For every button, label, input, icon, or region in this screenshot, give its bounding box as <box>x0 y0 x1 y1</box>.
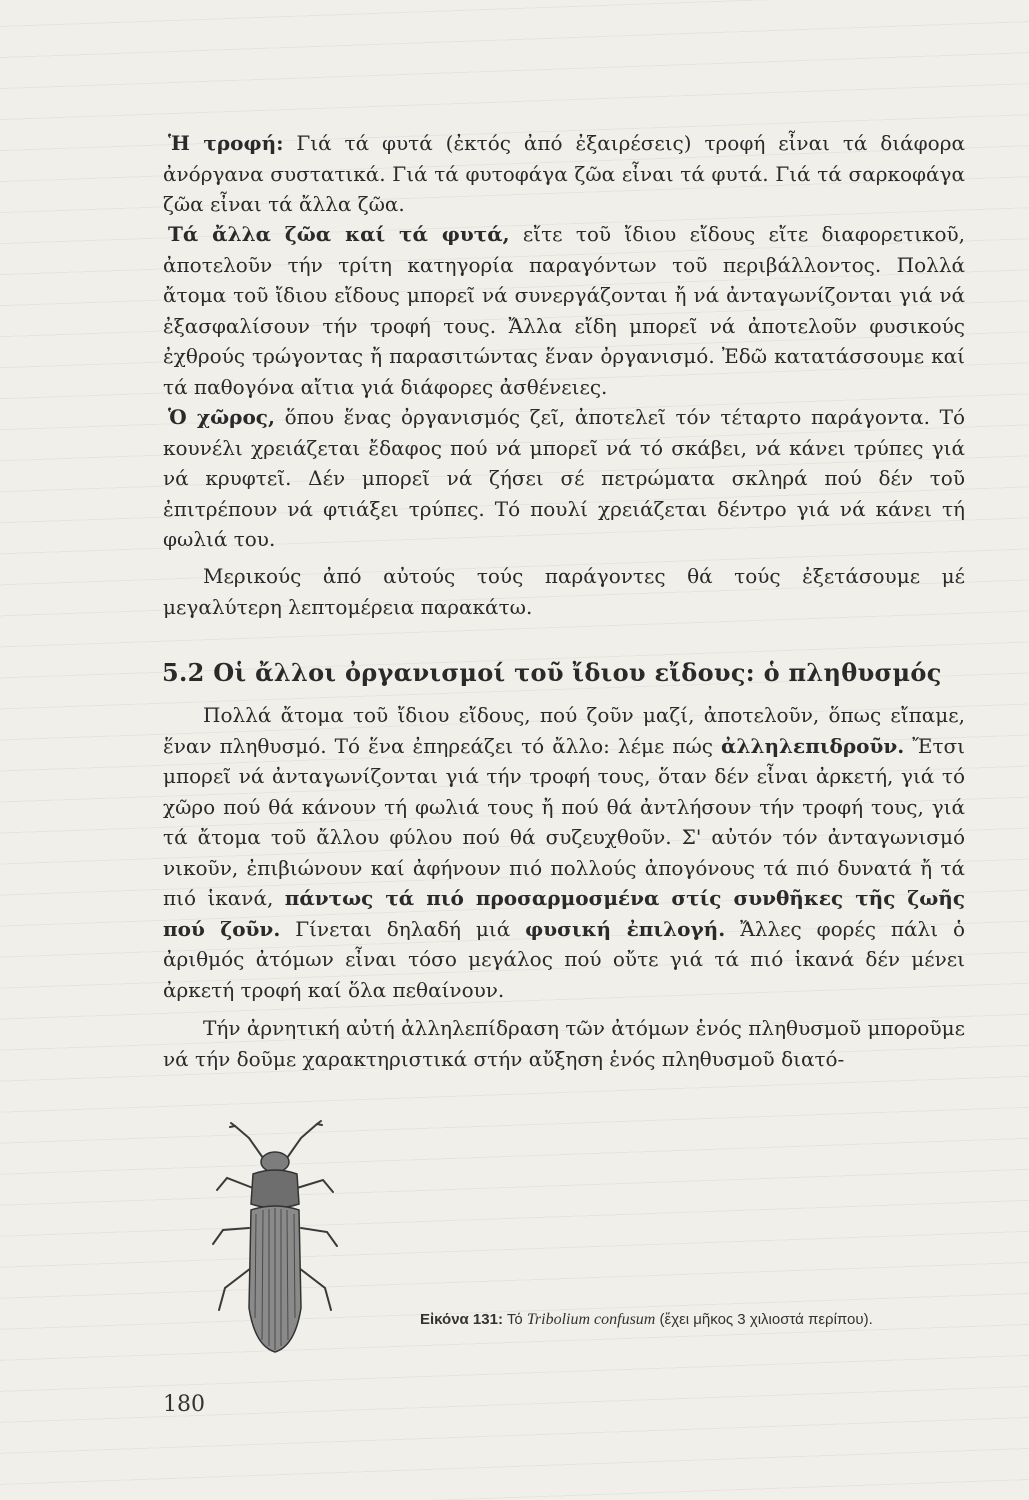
population-text-2: Ἔτσι μπορεῖ νά ἀνταγωνίζονται γιά τήν τροφή τους, ὅταν δέν εἶναι ἀρκετή, γιά τό χῶρο πού θά κάνουν τή φωλιά τους ἤ πού θά ἀντλήσουν τήν τροφή τους, γιά τά ἄτομα τοῦ ἄλλου φύλου πού θά συζευχθοῦν. Σ' αὐτόν τόν ἀνταγωνισμό νικοῦν, ἐπιβιώνουν καί ἀφήνουν πιό πολλούς ἀπογόνους τά πιό δυνατά ἤ τά πιό ἱκανά, <box>163 733 965 910</box>
page-number: 180 <box>163 1392 205 1417</box>
figure-label: Εἰκόνα 131: <box>420 1311 503 1328</box>
term-best-adapted: πάντως τά πιό προσαρμοσμένα στίς συνθῆκες τῆς ζωῆς πού ζοῦν. <box>163 886 965 941</box>
caption-text-post: (ἔχει μῆκος 3 χιλιοστά περίπου). <box>655 1311 873 1328</box>
term-natural-selection: φυσική ἐπιλογή. <box>525 916 726 941</box>
paragraph-space <box>163 402 965 555</box>
population-text-4: Ἄλλες φορές πάλι ὁ ἀριθμός ἀτόμων εἶναι τόσο μεγάλος πού οὔτε γιά τά πιό ἱκανά δέν μένει ἀρκετή τροφή καί ὅλα πεθαίνουν. <box>163 916 965 1002</box>
beetle-illustration <box>205 1118 345 1358</box>
caption-text-pre: Τό <box>502 1311 527 1328</box>
paragraph-population <box>163 700 965 1005</box>
paragraph-other-organisms <box>163 219 965 402</box>
paragraph-food <box>163 128 965 220</box>
section-heading: 5.2 Οἱ ἄλλοι ὀργανισμοί τοῦ ἴδιου εἴδους: ὁ πληθυσμός <box>162 658 942 687</box>
paragraph-other-organisms-text: εἴτε τοῦ ἴδιου εἴδους εἴτε διαφορετικοῦ, ἀποτελοῦν τήν τρίτη κατηγορία παραγόντων τοῦ περιβάλλοντος. Πολλά ἄτομα τοῦ ἴδιου εἴδους μπορεῖ νά συνεργάζονται ἤ νά ἀνταγωνίζονται γιά νά ἐξασφαλίσουν τήν τροφή τους. Ἄλλα εἴδη μπορεῖ νά ἀποτελοῦν φυσικούς ἐχθρούς τρώγοντας ἤ παρασιτώντας ἕναν ὀργανισμό. Ἐδῶ κατατάσσουμε καί τά παθογόνα αἴτια γιά διάφορες ἀσθένειες. <box>163 222 965 399</box>
term-interact: ἀλληλεπιδροῦν. <box>721 733 905 758</box>
term-food: Ἡ τροφή: <box>168 131 284 155</box>
paragraph-space-text: ὅπου ἕνας ὀργανισμός ζεῖ, ἀποτελεῖ τόν τέταρτο παράγοντα. Τό κουνέλι χρειάζεται ἔδαφος πού νά μπορεῖ νά τό σκάβει, νά κάνει τρύπες γιά νά κρυφτεῖ. Δέν μπορεῖ νά ζήσει σέ πετρώματα σκληρά πού δέν τοῦ ἐπιτρέπουν νά φτιάξει τρύπες. Τό πουλί χρειάζεται δέντρο γιά νά κάνει τή φωλιά του. <box>163 405 965 551</box>
term-other-animals-plants: Τά ἄλλα ζῶα καί τά φυτά, <box>168 222 510 246</box>
figure-caption <box>420 1308 975 1332</box>
population-text-3: Γίνεται δηλαδή μιά <box>280 916 526 941</box>
species-name: Tribolium confusum <box>526 1311 656 1328</box>
term-space: Ὁ χῶρος, <box>168 405 275 429</box>
paragraph-food-text: Γιά τά φυτά (ἐκτός ἀπό ἐξαιρέσεις) τροφή εἶναι τά διάφορα ἀνόργανα συστατικά. Γιά τά φυτοφάγα ζῶα εἶναι τά φυτά. Γιά τά σαρκοφάγα ζῶα εἶναι τά ἄλλα ζῶα. <box>163 131 965 216</box>
paragraph-details: Μερικούς ἀπό αὐτούς τούς παράγοντες θά τούς ἐξετάσουμε μέ μεγαλύτερη λεπτομέρεια παρακάτω. <box>163 564 965 619</box>
paragraph-negative-interaction: Τήν ἀρνητική αὐτή ἀλληλεπίδραση τῶν ἀτόμων ἑνός πληθυσμοῦ μποροῦμε νά τήν δοῦμε χαρακτηριστικά στήν αὔξηση ἑνός πληθυσμοῦ διατό- <box>163 1016 965 1071</box>
population-text-1: Πολλά ἄτομα τοῦ ἴδιου εἴδους, πού ζοῦν μαζί, ἀποτελοῦν, ὅπως εἴπαμε, ἕναν πληθυσμό. Τό ἕνα ἐπηρεάζει τό ἄλλο: λέμε πώς <box>163 703 965 758</box>
